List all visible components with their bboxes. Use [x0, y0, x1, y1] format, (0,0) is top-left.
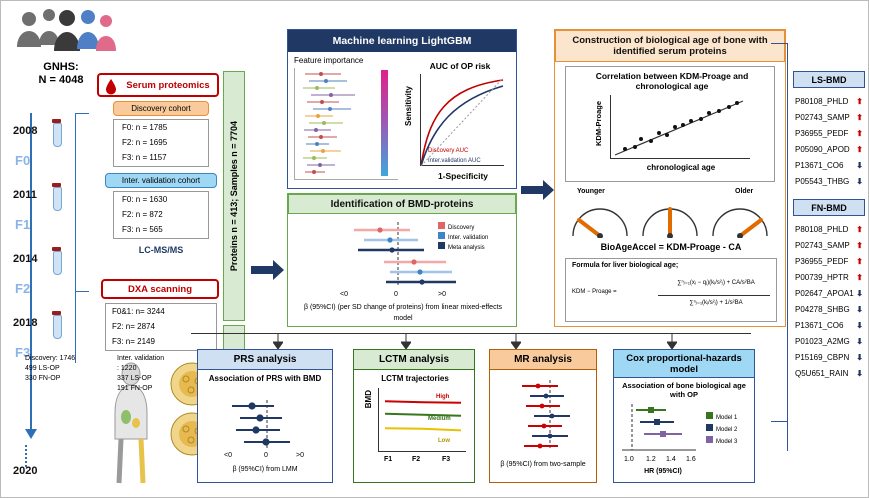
down-arrow-icon: ⬇ — [856, 176, 863, 186]
prs-tick-0: <0 — [224, 452, 232, 459]
ident-legend-label-1: Inter. validation — [448, 235, 489, 241]
timeline-year-1: 2011 — [13, 189, 37, 201]
cox-legend-2 — [706, 436, 737, 445]
ident-legend-dot-2 — [438, 242, 445, 249]
cox-legend-1 — [706, 424, 737, 433]
auc-xlabel: 1-Specificity — [437, 171, 489, 181]
auc-title: AUC of OP risk — [429, 61, 491, 71]
ident-legend-label-0: Discovery — [448, 225, 475, 231]
down-arrow-icon: ⬇ — [856, 288, 863, 298]
correlation-title: Correlation between KDM-Proage and chronological age — [595, 71, 749, 91]
list-item — [791, 157, 867, 173]
fn-gene-3: P00739_HPTR — [795, 272, 849, 282]
dxa-sub-right-2: 337 LS-OP — [117, 375, 152, 382]
blood-tube-icon — [53, 311, 62, 339]
down-arrow-icon: ⬇ — [856, 160, 863, 170]
corr-ylabel: KDM-Proage — [594, 101, 603, 147]
formula-lhs: KDM − Proage = — [572, 289, 617, 295]
lctm-tick-1: F2 — [412, 456, 421, 463]
right-connector-bottom — [771, 421, 787, 422]
dxa-title: DXA scanning — [101, 279, 219, 299]
fn-gene-6: P13671_CO6 — [795, 320, 844, 330]
cox-tick-3: 1.6 — [686, 456, 696, 463]
cox-legend-dot-1 — [706, 424, 713, 431]
dxa-sub-left-1: 499 LS-OP — [25, 365, 60, 372]
discovery-cohort-label: Discovery cohort — [113, 101, 209, 116]
fn-gene-9: Q5U651_RAIN — [795, 368, 849, 378]
cox-panel — [613, 349, 755, 483]
fn-gene-5: P04278_SHBG — [795, 304, 850, 314]
fn-gene-4: P02647_APOA1 — [795, 288, 854, 298]
fn-gene-8: P15169_CBPN — [795, 352, 850, 362]
list-item — [791, 93, 867, 109]
prs-title: PRS analysis — [198, 350, 332, 370]
proteins-vertical-text: Proteins n = 413; Samples n = 7704 — [229, 120, 239, 272]
timeline-bracket — [75, 113, 76, 363]
timeline-dotted — [25, 445, 37, 467]
ident-legend-1 — [438, 232, 488, 241]
cohort-name: GNHS: — [43, 61, 79, 73]
discovery-row-0: F0: n = 1785 — [122, 123, 168, 132]
lctm-series-medium: Medium — [428, 416, 451, 422]
bracket-bottom — [75, 291, 89, 292]
lctm-tick-0: F1 — [384, 456, 393, 463]
formula-numerator: ∑ⁿⱼ₌₁(xⱼ − qⱼ)(kⱼ/s²ⱼ) + CA/s²BA — [677, 280, 755, 286]
blood-tube-icon — [53, 247, 62, 275]
cox-sub: Association of bone biological age with OP — [622, 381, 746, 399]
right-connector-line — [787, 43, 788, 451]
fn-gene-0: P80108_PHLD — [795, 224, 849, 234]
ident-tick-0: <0 — [340, 291, 348, 298]
ls-gene-0: P80108_PHLD — [795, 96, 849, 106]
serum-proteomics-header — [97, 73, 219, 97]
dxa-sub-right-0: Inter. validation — [117, 355, 165, 362]
dxa-rows-box — [105, 303, 217, 351]
fn-gene-7: P01023_A2MG — [795, 336, 850, 346]
lctm-panel — [353, 349, 475, 483]
corr-ylabel-wrap — [594, 101, 606, 155]
cohort-n: N = 4048 — [38, 74, 84, 86]
fn-gene-2: P36955_PEDF — [795, 256, 849, 266]
discovery-row-1: F2: n = 1695 — [122, 138, 168, 147]
corr-xlabel: chronological age — [646, 163, 716, 172]
proteins-vertical-label — [223, 71, 245, 321]
down-arrow-icon: ⬇ — [856, 352, 863, 362]
ml-title: Machine learning LightGBM — [288, 30, 516, 52]
dxa-sub-left-2: 330 FN-OP — [25, 375, 61, 382]
machine-learning-panel — [287, 29, 517, 189]
timeline-wave-2: F2 — [15, 281, 31, 296]
list-item — [791, 173, 867, 189]
prs-caption: β (95%CI) from LMM — [232, 466, 298, 473]
ls-gene-5: P05543_THBG — [795, 176, 850, 186]
auc-ylabel: Sensitivity — [404, 86, 413, 127]
arrow-to-ml-icon — [251, 259, 285, 286]
fn-bmd-list — [791, 221, 867, 381]
ident-legend-label-2: Meta analysis — [448, 245, 485, 251]
construction-panel — [554, 29, 786, 327]
validation-cohort-box — [113, 191, 209, 239]
cox-legend-label-2: Model 3 — [716, 439, 738, 445]
identification-title: Identification of BMD-proteins — [288, 194, 516, 214]
prs-forest-plot — [212, 398, 322, 450]
kdm-formula-box — [565, 258, 777, 322]
cox-title: Cox proportional-hazards model — [614, 350, 754, 378]
prs-sub: Association of PRS with BMD — [208, 374, 322, 383]
construction-title: Construction of biological age of bone with identified serum proteins — [555, 30, 785, 62]
timeline-wave-1: F1 — [15, 217, 31, 232]
blood-tube-icon — [53, 119, 62, 147]
up-arrow-icon: ⬆ — [856, 128, 863, 138]
lctm-series-high: High — [436, 394, 450, 400]
list-item — [791, 301, 867, 317]
cox-legend-dot-2 — [706, 436, 713, 443]
discovery-row-2: F3: n = 1157 — [122, 153, 167, 162]
feature-importance-label: Feature importance — [294, 56, 364, 65]
up-arrow-icon: ⬆ — [856, 144, 863, 154]
ident-tick-1: 0 — [394, 291, 398, 298]
timeline-axis — [30, 113, 32, 431]
serum-proteomics-title: Serum proteomics — [126, 80, 210, 91]
up-arrow-icon: ⬆ — [856, 224, 863, 234]
dxa-row-0: F0&1: n= 3244 — [112, 307, 165, 316]
lcmsms-method: LC-MS/MS — [138, 245, 184, 255]
cox-tick-1: 1.2 — [646, 456, 656, 463]
mr-panel — [489, 349, 597, 483]
up-arrow-icon: ⬆ — [856, 240, 863, 250]
list-item — [791, 221, 867, 237]
validation-row-1: F2: n = 872 — [122, 210, 163, 219]
formula-label: Formula for liver biological age; — [572, 262, 679, 269]
discovery-cohort-box — [113, 119, 209, 167]
right-connector-top — [771, 43, 787, 44]
prs-panel — [197, 349, 333, 483]
prs-tick-2: >0 — [296, 452, 304, 459]
list-item — [791, 269, 867, 285]
timeline-year-4: 2020 — [13, 465, 38, 477]
down-arrow-icon: ⬇ — [856, 336, 863, 346]
up-arrow-icon: ⬆ — [856, 272, 863, 282]
mr-forest-plot — [500, 378, 588, 450]
ident-caption: β (95%CI) (per SD change of proteins) from linear mixed-effects model — [303, 304, 503, 322]
prs-tick-1: 0 — [264, 452, 268, 459]
lctm-sub: LCTM trajectories — [381, 374, 449, 383]
mr-title: MR analysis — [490, 350, 596, 370]
blood-drop-icon — [105, 79, 117, 100]
lctm-ylabel: BMD — [364, 390, 373, 409]
lctm-ylabel-wrap — [364, 390, 376, 450]
auc-ylabel-wrap — [404, 86, 416, 156]
list-item — [791, 349, 867, 365]
feature-importance-plot — [294, 68, 398, 180]
timeline-wave-3: F3 — [15, 345, 31, 360]
dxa-row-2: F3: n= 2149 — [112, 337, 155, 346]
ls-gene-3: P05090_APOD — [795, 144, 850, 154]
up-arrow-icon: ⬆ — [856, 256, 863, 266]
ident-legend-0 — [438, 222, 474, 231]
list-item — [791, 333, 867, 349]
dxa-sub-left-0: Discovery: 1746 — [25, 355, 76, 362]
dxa-sub-right-1: : 1220 — [117, 365, 137, 372]
correlation-subpanel — [565, 66, 775, 182]
people-group-icon — [11, 5, 131, 61]
lctm-chart — [378, 388, 466, 452]
identification-panel — [287, 193, 517, 327]
ident-legend-dot-1 — [438, 232, 445, 239]
list-item — [791, 109, 867, 125]
gauge-label-younger: Younger — [577, 188, 605, 195]
fn-gene-1: P02743_SAMP — [795, 240, 850, 250]
bracket-top — [75, 113, 89, 114]
cox-legend-0 — [706, 412, 737, 421]
formula-denominator: ∑ⁿⱼ₌₁(kⱼ/s²ⱼ) + 1/s²BA — [689, 300, 743, 306]
timeline-year-0: 2008 — [13, 125, 38, 137]
validation-row-0: F0: n = 1630 — [122, 195, 168, 204]
ls-bmd-list — [791, 93, 867, 189]
ls-gene-4: P13671_CO6 — [795, 160, 844, 170]
down-arrow-icon: ⬇ — [856, 368, 863, 378]
cox-tick-0: 1.0 — [624, 456, 634, 463]
cox-tick-2: 1.4 — [666, 456, 676, 463]
bioage-formula: BioAgeAccel = KDM-Proage - CA — [600, 242, 742, 252]
gauge-label-older: Older — [735, 188, 754, 195]
dxa-sub-right-3: 191 FN-OP — [117, 385, 153, 392]
mr-caption: β (95%CI) from two-sample — [500, 461, 586, 468]
down-arrow-icon: ⬇ — [856, 304, 863, 314]
dxa-row-1: F2: n= 2874 — [112, 322, 155, 331]
cox-legend-dot-0 — [706, 412, 713, 419]
fn-bmd-title: FN-BMD — [793, 199, 865, 216]
lctm-title: LCTM analysis — [354, 350, 474, 370]
list-item — [791, 285, 867, 301]
cox-legend-label-0: Model 1 — [716, 415, 738, 421]
ident-tick-2: >0 — [438, 291, 446, 298]
up-arrow-icon: ⬆ — [856, 96, 863, 106]
list-item — [791, 237, 867, 253]
speedometer-icon — [709, 198, 771, 243]
correlation-scatter — [610, 95, 750, 159]
speedometer-icon — [639, 198, 701, 243]
speedometer-icon — [569, 198, 631, 243]
timeline-year-2: 2014 — [13, 253, 38, 265]
lctm-series-low: Low — [438, 438, 450, 444]
list-item — [791, 317, 867, 333]
cox-forest-plot — [622, 402, 698, 458]
arrow-to-construction-icon — [521, 179, 555, 206]
blood-tube-icon — [53, 183, 62, 211]
ident-legend-2 — [438, 242, 485, 251]
lctm-tick-2: F3 — [442, 456, 451, 463]
list-item — [791, 125, 867, 141]
timeline-year-3: 2018 — [13, 317, 38, 329]
timeline-wave-0: F0 — [15, 153, 31, 168]
list-item — [791, 141, 867, 157]
cox-xlabel: HR (95%CI) — [644, 468, 682, 475]
up-arrow-icon: ⬆ — [856, 112, 863, 122]
down-arrow-icon: ⬇ — [856, 320, 863, 330]
list-item — [791, 365, 867, 381]
ls-gene-2: P36955_PEDF — [795, 128, 849, 138]
auc-legend-1: Inter.validation AUC — [428, 158, 481, 164]
validation-row-2: F3: n = 565 — [122, 225, 163, 234]
list-item — [791, 253, 867, 269]
cox-legend-label-1: Model 2 — [716, 427, 738, 433]
timeline-arrow-icon — [25, 429, 37, 439]
auc-legend-0: Discovery AUC — [428, 148, 469, 154]
ls-bmd-title: LS-BMD — [793, 71, 865, 88]
ident-legend-dot-0 — [438, 222, 445, 229]
validation-cohort-label: Inter. validation cohort — [105, 173, 217, 188]
formula-fraction-bar — [658, 295, 770, 296]
ls-gene-1: P02743_SAMP — [795, 112, 850, 122]
